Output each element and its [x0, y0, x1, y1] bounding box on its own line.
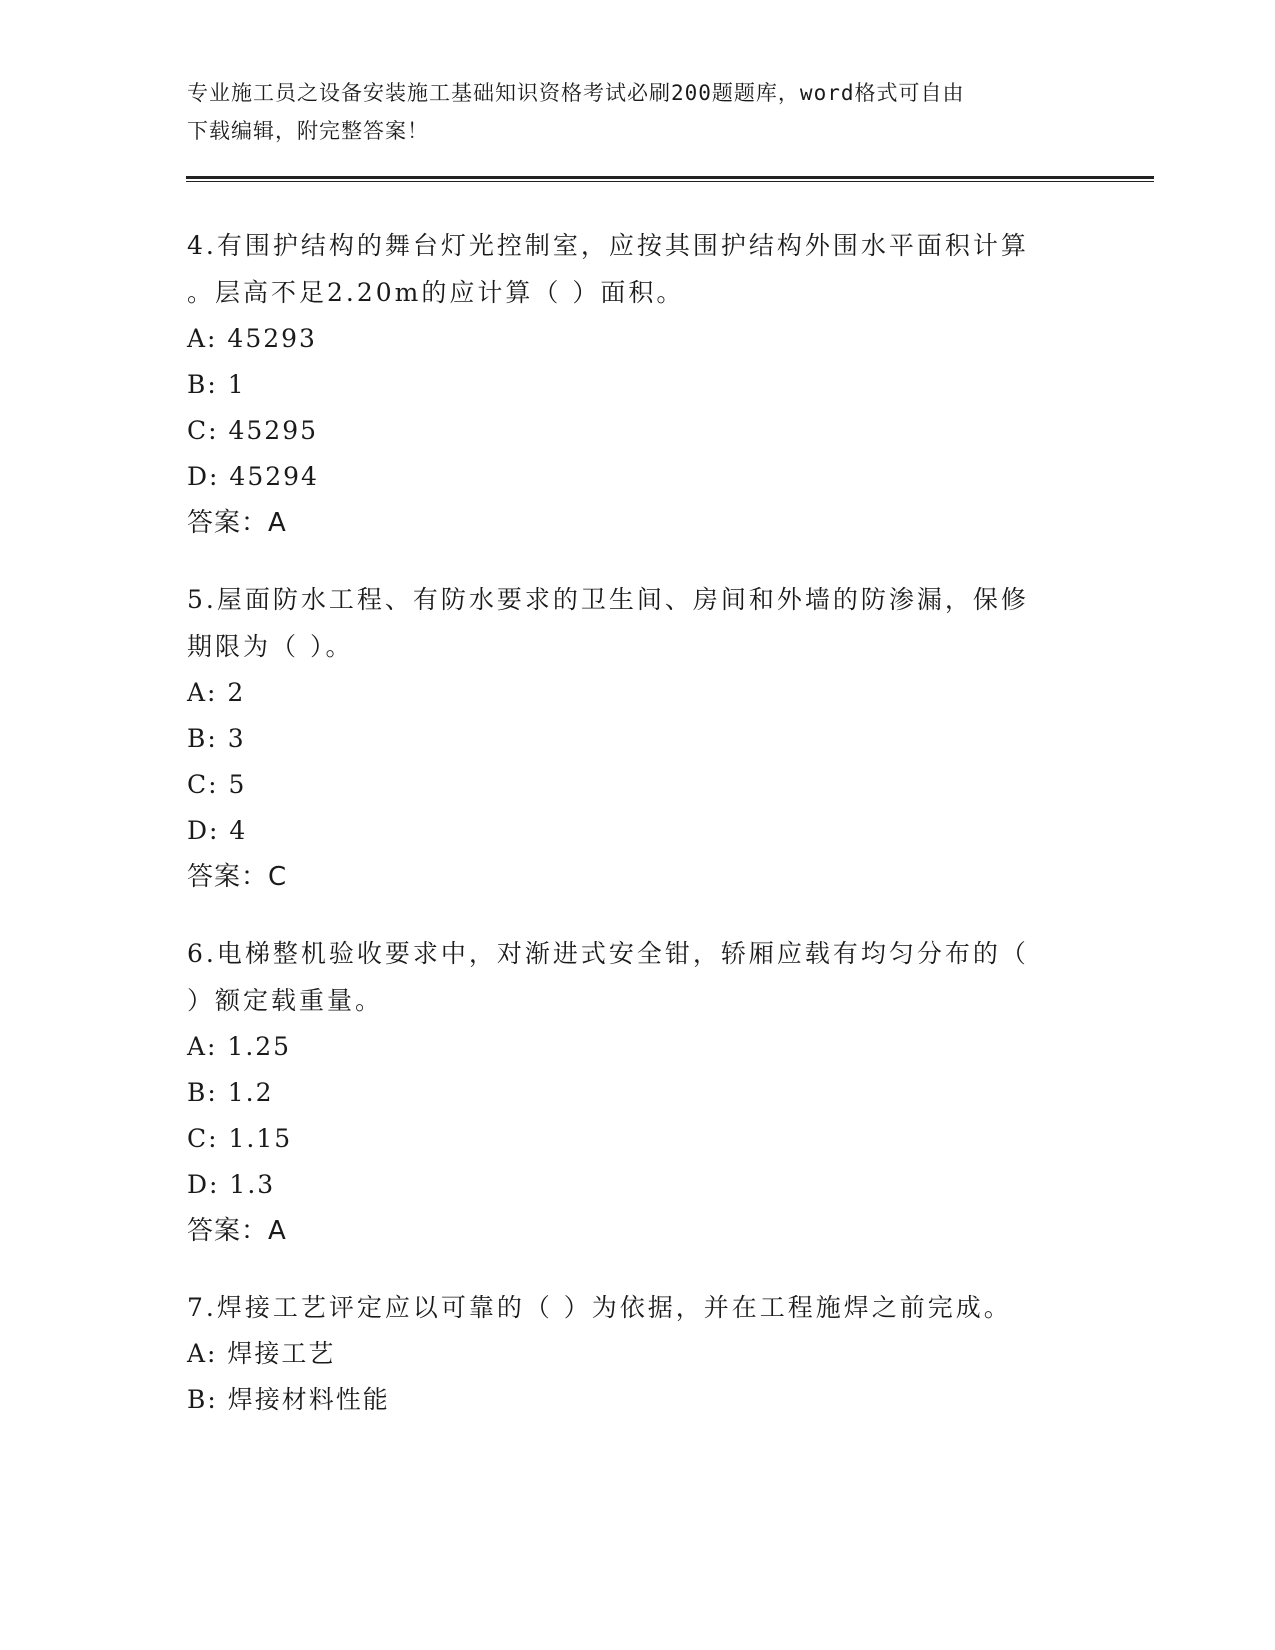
option-c: C: 5: [187, 770, 247, 799]
question-6: [187, 930, 1087, 1254]
question-stem-line-2: ）额定载重量。: [187, 986, 384, 1015]
option-d: D: 45294: [187, 462, 319, 491]
question-stem-line-2: 。层高不足2.20m的应计算（ ）面积。: [187, 278, 685, 307]
option-c: C: 1.15: [187, 1124, 293, 1153]
header-divider-thin: [186, 181, 1154, 182]
answer: 答案：A: [187, 508, 287, 538]
option-b: B: 3: [187, 724, 246, 753]
question-4: [187, 222, 1087, 546]
option-d: D: 1.3: [187, 1170, 276, 1199]
option-a: A: 45293: [187, 324, 317, 353]
header-line-2: 下载编辑，附完整答案！: [187, 119, 429, 143]
question-stem-line-1: 5.屋面防水工程、有防水要求的卫生间、房间和外墙的防渗漏，保修: [187, 585, 1029, 614]
question-stem-line-1: 7.焊接工艺评定应以可靠的（ ）为依据，并在工程施焊之前完成。: [187, 1293, 1012, 1322]
document-header: [187, 74, 1087, 150]
answer: 答案：C: [187, 862, 288, 892]
question-5: [187, 576, 1087, 900]
answer: 答案：A: [187, 1216, 287, 1246]
option-c: C: 45295: [187, 416, 319, 445]
option-b: B: 1.2: [187, 1078, 274, 1107]
question-stem-line-1: 6.电梯整机验收要求中，对渐进式安全钳，轿厢应载有均匀分布的（: [187, 939, 1029, 968]
option-a: A: 2: [187, 678, 246, 707]
option-a: A: 焊接工艺: [187, 1339, 336, 1368]
option-b: B: 焊接材料性能: [187, 1385, 390, 1414]
header-line-1: 专业施工员之设备安装施工基础知识资格考试必刷200题题库，word格式可自由: [187, 81, 965, 105]
option-a: A: 1.25: [187, 1032, 292, 1061]
question-stem-line-1: 4.有围护结构的舞台灯光控制室，应按其围护结构外围水平面积计算: [187, 231, 1029, 260]
option-d: D: 4: [187, 816, 248, 845]
header-divider-thick: [186, 176, 1154, 179]
question-stem-line-2: 期限为（ ）。: [187, 632, 354, 661]
question-7: [187, 1284, 1087, 1423]
option-b: B: 1: [187, 370, 246, 399]
